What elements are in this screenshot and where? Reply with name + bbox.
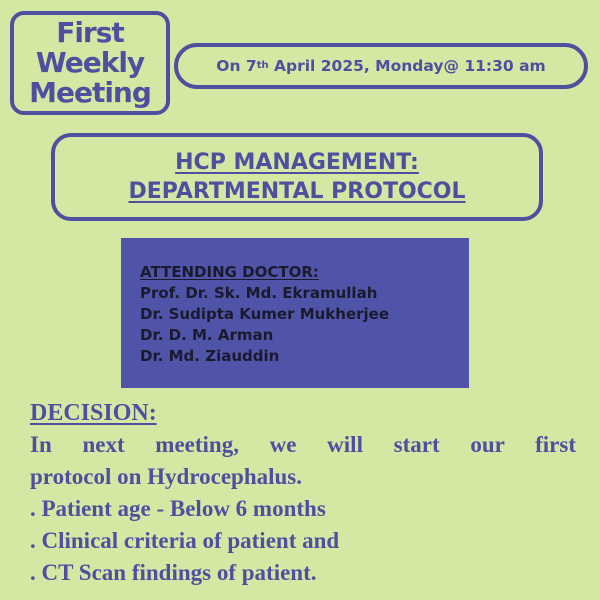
attending-doctors-box	[121, 238, 469, 388]
doctor-name: Dr. D. M. Arman	[140, 326, 274, 344]
attending-heading: ATTENDING DOCTOR:	[140, 263, 319, 281]
topic-box	[51, 133, 543, 221]
topic-line-2: DEPARTMENTAL PROTOCOL	[128, 179, 466, 204]
meeting-title-line-3: Meeting	[29, 76, 151, 109]
meeting-title-line-2: Weekly	[35, 46, 145, 79]
decision-point: . Patient age - Below 6 months	[30, 496, 326, 521]
meeting-date-box: On 7 th April 2025, Monday@ 11:30 am	[174, 43, 588, 89]
topic-line-1: HCP MANAGEMENT:	[175, 150, 419, 175]
meeting-date-prefix: On 7	[216, 57, 257, 75]
decision-section	[30, 397, 576, 589]
decision-text-line-2: protocol on Hydrocephalus.	[30, 464, 302, 489]
decision-heading: DECISION:	[30, 400, 157, 426]
decision-point: . CT Scan findings of patient.	[30, 560, 317, 585]
meeting-date-suffix: April 2025, Monday@ 11:30 am	[268, 57, 546, 75]
meeting-title-line-1: First	[56, 16, 124, 49]
doctor-name: Dr. Md. Ziauddin	[140, 347, 280, 365]
decision-point: . Clinical criteria of patient and	[30, 528, 340, 553]
doctor-name: Dr. Sudipta Kumer Mukherjee	[140, 305, 390, 323]
meeting-title-box	[10, 11, 170, 115]
decision-text-line-1: In next meeting, we will start our first	[30, 432, 576, 457]
doctor-name: Prof. Dr. Sk. Md. Ekramullah	[140, 284, 378, 302]
